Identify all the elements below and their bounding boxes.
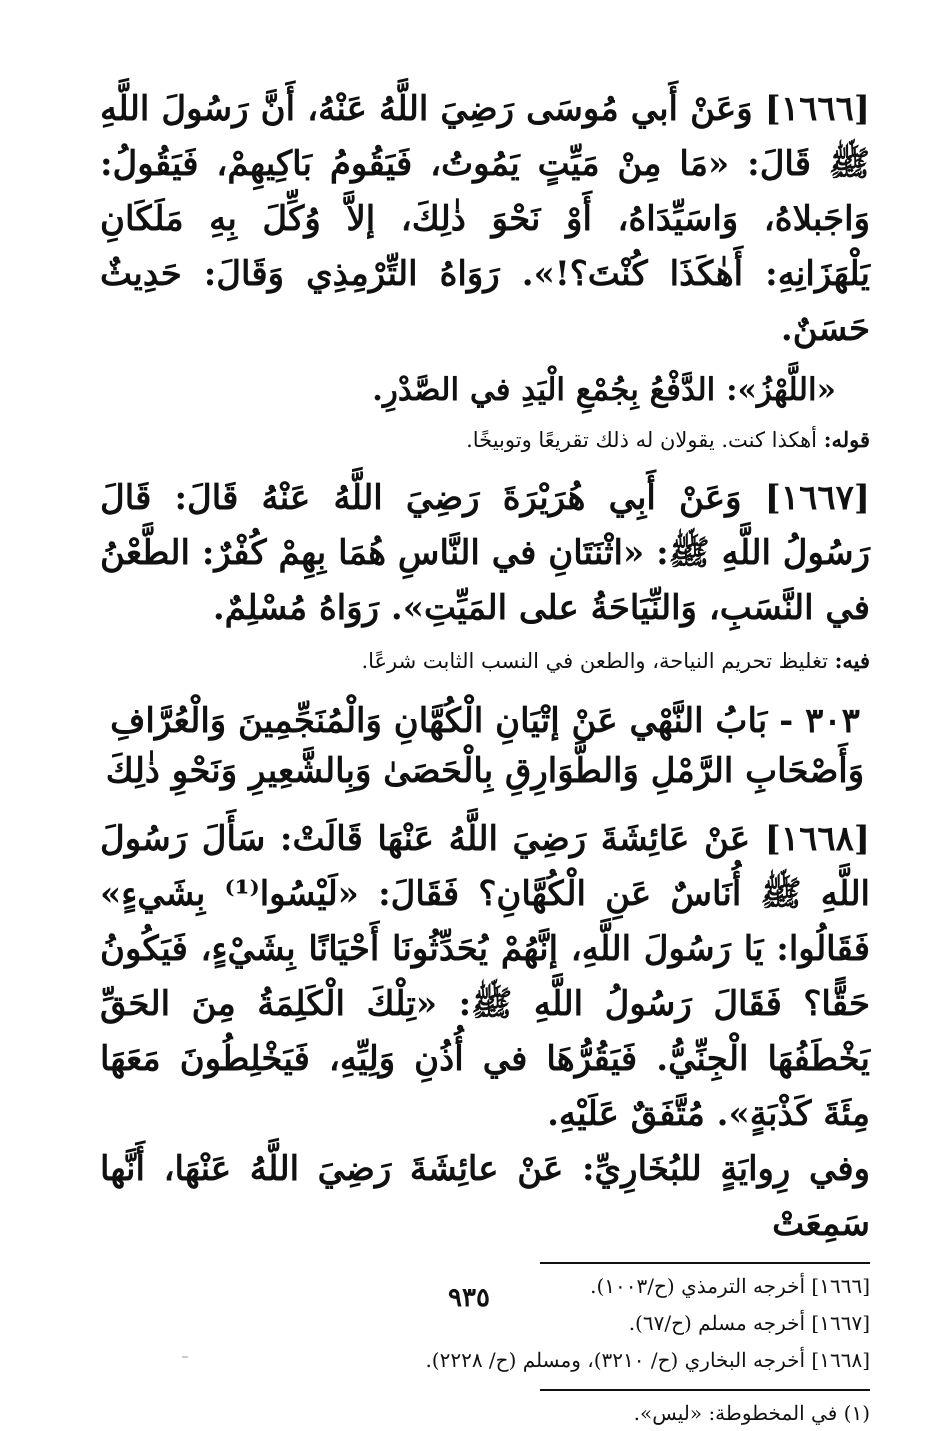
hadith-1666-gloss: «اللَّهْزُ»: الدَّفْعُ بِجُمْعِ الْيَدِ في الصَّدْرِ. <box>372 372 836 408</box>
hadith-1666: [١٦٦٦] وَعَنْ أَبي مُوسَى رَضِيَ اللَّهُ عَنْهُ، أَنَّ رَسُولَ اللَّهِ ﷺ قَالَ: «مَا مِنْ مَيِّتٍ يَمُوتُ، فَيَقُومُ بَاكِيهِمْ، فَيَقُولُ: وَاجَبلاهُ، وَاسَيِّدَاهُ، أَوْ نَحْوَ ذٰلِكَ، إلاَّ وُكِّلَ بِهِ مَلَكَانِ يَلْهَزَانِهِ: أَهٰكَذَا كُنْتَ؟!». رَوَاهُ التِّرْمِذِي وَقَالَ: حَدِيثٌ حَسَنٌ. <box>100 89 870 349</box>
page-body <box>100 82 870 1431</box>
footnote: (١) في المخطوطة: «ليس». <box>633 1401 870 1425</box>
footnote-divider <box>540 1262 870 1264</box>
hadith-1667: [١٦٦٧] وَعَنْ أَبِي هُرَيْرَةَ رَضِيَ اللَّهُ عَنْهُ قَالَ: قَالَ رَسُولُ اللَّهِ ﷺ: «اثْنَتَانِ في النَّاسِ هُمَا بِهِمْ كُفْرٌ: الطَّعْنُ في النَّسَبِ، وَالنِّيَاحَةُ على المَيِّتِ». رَوَاهُ مُسْلِمٌ. <box>100 478 870 628</box>
hadith-1668-continuation: وفي رِوايَةٍ للبُخَارِيِّ: عَنْ عائِشَةَ رَضِيَ اللَّهُ عَنْهَا، أَنَّها سَمِعَتْ <box>100 1149 870 1244</box>
note-lead: فيه: <box>834 648 870 673</box>
chapter-title: ٣٠٣ - بَابُ النَّهْي عَنْ إتْيَانِ الْكُهَّانِ وَالْمُنَجِّمِينَ وَالْعُرَّافِ وَأَصْحَابِ الرَّمْلِ وَالطَّوَارِقِ بِالْحَصَىٰ وَبِالشَّعِيرِ وَنَحْوِ ذٰلِكَ <box>105 701 865 791</box>
reference-item: [١٦٦٦] أخرجه الترمذي (ح/١٠٠٣). <box>590 1274 870 1298</box>
footnote-divider-2 <box>540 1389 870 1391</box>
note-lead: قوله: <box>823 427 870 452</box>
reference-item: [١٦٦٨] أخرجه البخاري (ح/ ٣٢١٠)، ومسلم (ح/ ٢٢٢٨). <box>425 1348 870 1372</box>
page-number: ٩٣٥ <box>448 1283 490 1313</box>
hadith-1666-note <box>100 423 870 457</box>
note-text: تغليظ تحريم النياحة، والطعن في النسب الثابت شرعًا. <box>361 649 828 673</box>
scan-speck <box>182 1356 188 1358</box>
reference-item: [١٦٦٧] أخرجه مسلم (ح/٦٧). <box>628 1311 870 1335</box>
note-text: أهكذا كنت. يقولان له ذلك تقريعًا وتوبيخًا. <box>466 428 818 452</box>
hadith-1667-note <box>100 644 870 678</box>
hadith-1668: [١٦٦٨] عَنْ عَائِشَةَ رَضِيَ اللَّهُ عَنْهَا قَالَتْ: سَأَلَ رَسُولَ اللَّهِ ﷺ أُنَاسٌ عَنِ الْكُهَّانِ؟ فَقَالَ: «لَيْسُوا⁽¹⁾ بِشَيءٍ» فَقَالُوا: يَا رَسُولَ اللَّهِ، إنَّهُمْ يُحَدِّثُونَا أَحْيَانًا بِشَيْءٍ، فَيَكُونُ حَقًّا؟ فَقَالَ رَسُولُ اللَّهِ ﷺ: «تِلْكَ الْكَلِمَةُ مِنَ الحَقِّ يَخْطَفُهَا الْجِنِّيُّ. فَيَقُرُّهَا في أُذُنِ وَلِيِّهِ، فَيَخْلِطُونَ مَعَهَا مِئَةَ كَذْبَةٍ». مُتَّفَقٌ عَلَيْهِ. <box>100 819 870 1134</box>
